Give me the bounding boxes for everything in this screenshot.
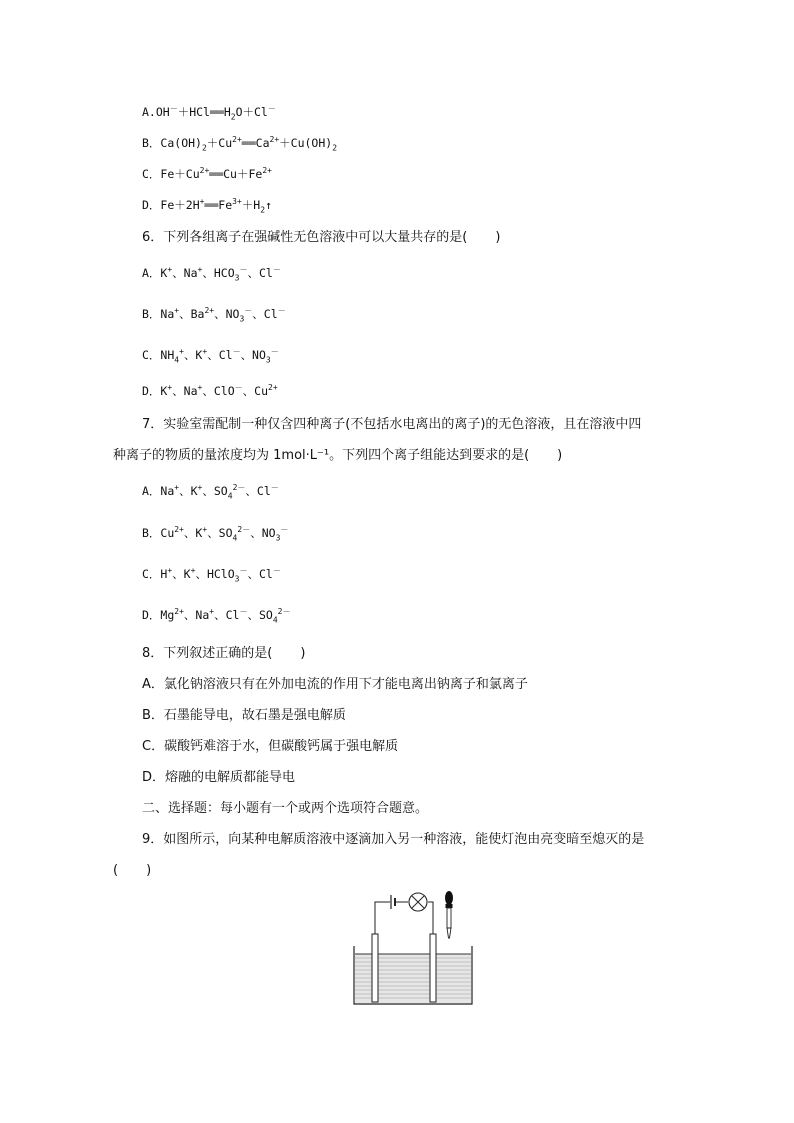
q6-stem: 6．下列各组离子在强碱性无色溶液中可以大量共存的是( ) bbox=[142, 230, 501, 245]
q5-option-d: D．$Fe+2H^+══Fe^{3+}+H_2↑$ bbox=[142, 197, 272, 215]
q6-option-c: C．$NH_4^+$、K+、Cl－、$NO_3^-$ bbox=[142, 347, 279, 365]
q5-option-a: $A.OH^-+HCl══H_2O+Cl^-$ bbox=[142, 104, 276, 122]
q7-option-a: A．Na+、K+、$SO_4^{2-}$、Cl－ bbox=[142, 483, 279, 501]
q6-option-a: A．K+、Na+、$HCO_3^-$、Cl－ bbox=[142, 265, 281, 283]
q7-stem-line1: 7．实验室需配制一种仅含四种离子(不包括水电离出的离子)的无色溶液，且在溶液中四 bbox=[142, 417, 642, 432]
q6-option-d: D．K+、Na+、ClO－、$Cu^{2+}$ bbox=[142, 383, 278, 398]
q8-option-c: C．碳酸钙难溶于水，但碳酸钙属于强电解质 bbox=[142, 739, 399, 754]
conductivity-apparatus-figure bbox=[350, 888, 480, 1010]
dropper-icon bbox=[445, 891, 453, 938]
q7-option-c: C．H+、K+、HClO$_3$－、Cl－ bbox=[142, 566, 281, 584]
lamp-icon bbox=[409, 893, 427, 911]
q6-option-b: B．Na+、$Ba^{2+}$、$NO_3^-$、Cl－ bbox=[142, 306, 286, 324]
q9-stem-line2: ( ) bbox=[113, 863, 152, 878]
q8-option-d: D．熔融的电解质都能导电 bbox=[142, 770, 296, 785]
q7-option-d: D．$Mg^{2+}$、Na+、Cl－、$SO_4^{2-}$ bbox=[142, 607, 291, 625]
q8-option-b: B．石墨能导电，故石墨是强电解质 bbox=[142, 708, 346, 723]
section-heading: 二、选择题：每小题有一个或两个选项符合题意。 bbox=[142, 801, 429, 816]
q8-option-a: A．氯化钠溶液只有在外加电流的作用下才能电离出钠离子和氯离子 bbox=[142, 677, 528, 692]
q8-stem: 8．下列叙述正确的是( ) bbox=[142, 646, 306, 661]
left-electrode-icon bbox=[372, 934, 378, 1002]
q5-option-c: C．$Fe+Cu^{2+}══Cu+Fe^{2+}$ bbox=[142, 166, 272, 181]
q9-stem-line1: 9．如图所示，向某种电解质溶液中逐滴加入另一种溶液，能使灯泡由亮变暗至熄灭的是 bbox=[142, 832, 645, 847]
q5-option-b: B．$Ca(OH)_2+Cu^{2+}══Ca^{2+}+Cu(OH)_2$ bbox=[142, 135, 338, 153]
right-electrode-icon bbox=[430, 934, 436, 1002]
battery-icon bbox=[391, 895, 395, 909]
q7-option-b: B．$Cu^{2+}$、K+、$SO_4^{2-}$、$NO_3^-$ bbox=[142, 525, 289, 543]
q7-stem-line2: 种离子的物质的量浓度均为 1mol·L⁻¹。下列四个离子组能达到要求的是( ) bbox=[113, 448, 563, 463]
